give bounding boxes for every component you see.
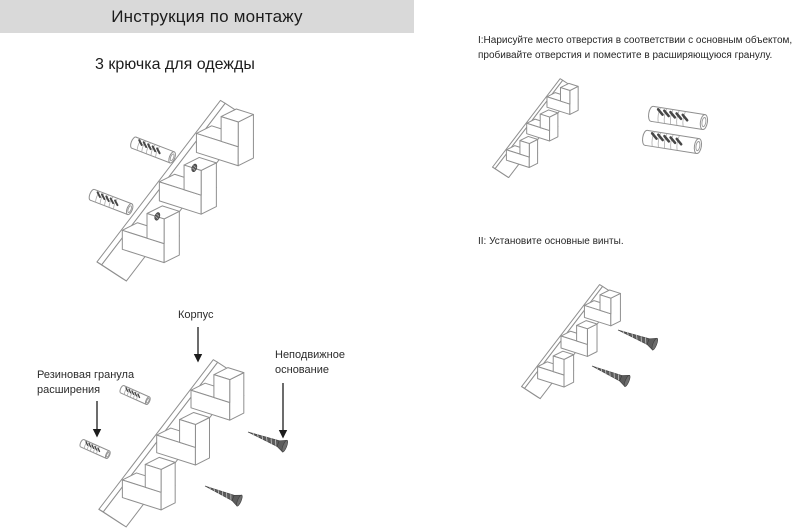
page-title: Инструкция по монтажу bbox=[111, 6, 303, 26]
hook-rack-drawing bbox=[493, 79, 579, 178]
step2-diagram bbox=[505, 272, 690, 417]
step1-diagram bbox=[478, 70, 790, 195]
arrow-down-icon bbox=[279, 383, 287, 439]
screw-icon bbox=[616, 324, 659, 351]
wall-plug-icon bbox=[88, 189, 134, 216]
label-fixed-base: Неподвижное основание bbox=[275, 349, 345, 376]
label-korpus: Корпус bbox=[178, 309, 214, 321]
product-title: 3 крючка для одежды bbox=[95, 56, 255, 73]
arrow-down-icon bbox=[93, 401, 101, 438]
step1-instruction bbox=[478, 33, 792, 63]
step1-line2: пробивайте отверстия и поместите в расширяющуюся гранулу. bbox=[478, 50, 773, 61]
parts-diagram bbox=[20, 300, 370, 532]
screw-icon bbox=[203, 481, 244, 507]
arrow-down-icon bbox=[194, 327, 202, 363]
hook-rack-drawing bbox=[97, 100, 253, 281]
wall-plug-icon bbox=[129, 136, 176, 164]
main-assembly-diagram bbox=[78, 78, 318, 293]
step2-line1: II: Установите основные винты. bbox=[478, 236, 624, 247]
step1-line1: I:Нарисуйте место отверстия в соответствии с основным объектом, bbox=[478, 35, 793, 46]
label-expansion-granule: Резиновая гранула расширения bbox=[37, 369, 135, 396]
wall-plug-icon bbox=[79, 439, 111, 459]
step2-instruction bbox=[478, 234, 624, 249]
wall-plug-icon bbox=[648, 106, 709, 130]
screw-icon bbox=[590, 360, 632, 387]
title-bar bbox=[0, 0, 414, 33]
wall-plug-icon bbox=[642, 130, 703, 154]
hook-rack-drawing bbox=[522, 285, 621, 399]
